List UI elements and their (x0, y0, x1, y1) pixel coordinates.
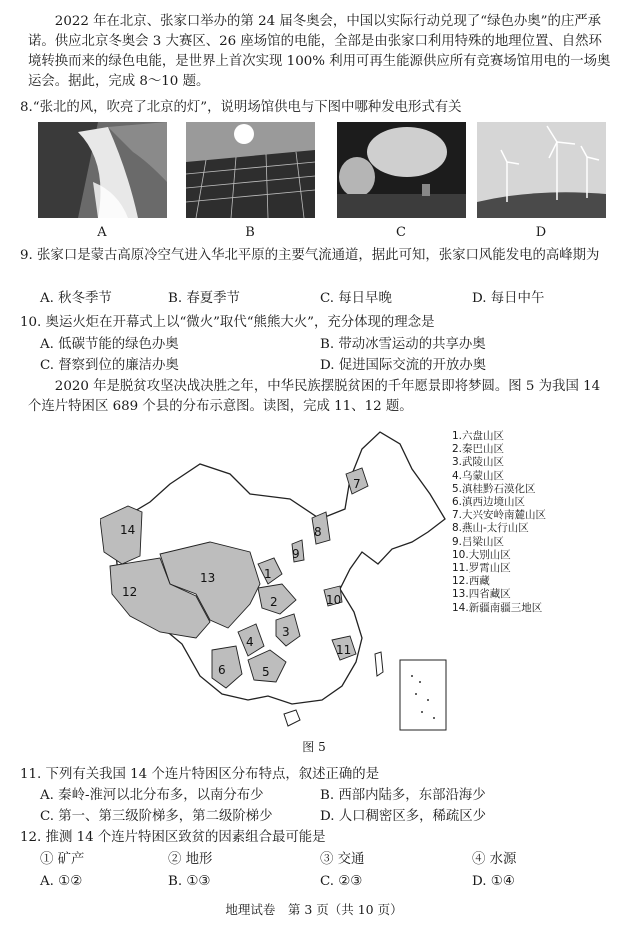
question-11: 11. 下列有关我国 14 个连片特困区分布特点，叙述正确的是 (20, 767, 380, 782)
figure-caption: 图 5 (302, 740, 326, 754)
q12-factors (40, 850, 610, 870)
q12-factor-2: ② 地形 (168, 852, 213, 867)
legend-item: 7.大兴安岭南麓山区 (452, 509, 547, 522)
taiwan-island (375, 652, 383, 676)
q11-option-d: D. 人口稠密区多，稀疏区少 (320, 809, 487, 824)
q12-factor-3: ③ 交通 (320, 852, 365, 867)
map-label-9: 9 (292, 547, 300, 561)
q9-option-b: B. 春夏季节 (168, 291, 240, 306)
q10-options-row1 (40, 335, 610, 355)
legend-item: 10.大别山区 (452, 548, 511, 561)
q11-options-row2 (40, 807, 610, 827)
map-label-4: 4 (246, 635, 254, 649)
question-9: 9. 张家口是蒙古高原冷空气进入华北平原的主要气流通道，据此可知，张家口风能发电的高峰期为 (20, 248, 600, 263)
q10-option-c: C. 督察到位的廉洁办奥 (40, 358, 179, 373)
legend-item: 9.吕梁山区 (452, 535, 505, 548)
legend-item: 5.滇桂黔石漠化区 (452, 482, 536, 495)
legend-item: 6.滇西边境山区 (452, 496, 526, 509)
map-label-8: 8 (314, 525, 322, 539)
q11-option-b: B. 西部内陆多，东部沿海少 (320, 788, 486, 803)
page-footer: 地理试卷 第 3 页（共 10 页） (225, 902, 403, 917)
intro-paragraph-poverty: 2020 年是脱贫攻坚决战决胜之年，中华民族摆脱贫困的千年愿景即将梦圆。图 5 为我国 14 个连片特困区 689 个县的分布示意图。读图，完成 11、12 题。 (28, 379, 601, 414)
map-label-7: 7 (353, 477, 361, 491)
q10-option-d: D. 促进国际交流的开放办奥 (320, 358, 487, 373)
q12-factor-1: ① 矿产 (40, 852, 85, 867)
map-label-10: 10 (326, 593, 342, 607)
legend-item: 1.六盘山区 (452, 430, 505, 442)
question-8: 8.“张北的风，吹亮了北京的灯”，说明场馆供电与下图中哪种发电形式有关 (20, 100, 462, 115)
q9-option-d: D. 每日中午 (472, 291, 545, 306)
legend-item: 3.武陵山区 (452, 456, 505, 469)
photo-label-c: C (396, 225, 406, 240)
photo-label-b: B (245, 225, 255, 240)
legend-item: 12.西藏 (452, 575, 490, 588)
q11-option-a: A. 秦岭-淮河以北分布多，以南分布少 (40, 788, 264, 803)
q12-option-a: A. ①② (40, 874, 83, 889)
legend-item: 8.燕山-太行山区 (452, 522, 529, 535)
q10-options-row2 (40, 356, 610, 376)
question-12: 12. 推测 14 个连片特困区致贫的因素组合最可能是 (20, 830, 326, 845)
q12-option-d: D. ①④ (472, 874, 515, 889)
china-poverty-areas-map (100, 424, 452, 734)
solar-panel-photo (186, 122, 315, 218)
q10-option-b: B. 带动冰雪运动的共享办奥 (320, 337, 486, 352)
geothermal-plant-photo (337, 122, 466, 218)
map-label-13: 13 (200, 571, 216, 585)
south-china-sea-inset (400, 660, 446, 730)
map-label-5: 5 (262, 665, 270, 679)
map-label-12: 12 (122, 585, 138, 599)
map-legend (452, 430, 546, 615)
q12-options (40, 872, 610, 892)
q10-option-a: A. 低碳节能的绿色办奥 (40, 337, 179, 352)
photo-label-d: D (535, 225, 547, 240)
map-label-6: 6 (218, 663, 226, 677)
map-label-1: 1 (264, 567, 272, 581)
legend-item: 2.秦巴山区 (452, 443, 505, 456)
intro-paragraph-olympics: 2022 年在北京、张家口举办的第 24 届冬奥会，中国以实际行动兑现了“绿色办奥”的庄严承诺。供应北京冬奥会 3 大赛区、26 座场馆的电能，全部是由张家口利用特殊的地理位置、自然环境转换而来的绿色电能，是世界上首次实现 100% 利用可再生能源供应所有竞赛场馆用电的一场奥运会。据此，完成 8～10 题。 (28, 14, 611, 89)
q12-option-c: C. ②③ (320, 874, 363, 889)
q11-options-row1 (40, 786, 610, 806)
map-label-2: 2 (270, 595, 278, 609)
legend-item: 11.罗霄山区 (452, 562, 511, 575)
hainan-island (284, 710, 300, 726)
map-label-11: 11 (336, 643, 352, 657)
map-label-14: 14 (120, 523, 136, 537)
q12-option-b: B. ①③ (168, 874, 211, 889)
q9-option-c: C. 每日早晚 (320, 291, 392, 306)
wind-turbine-photo (477, 122, 606, 218)
hydropower-dam-photo (38, 122, 167, 218)
q11-option-c: C. 第一、第三级阶梯多，第二级阶梯少 (40, 809, 273, 824)
q9-options (40, 289, 610, 309)
map-label-3: 3 (282, 625, 290, 639)
q9-option-a: A. 秋冬季节 (40, 291, 112, 306)
legend-item: 13.四省藏区 (452, 588, 511, 601)
legend-item: 4.乌蒙山区 (452, 469, 505, 482)
legend-item: 14.新疆南疆三地区 (452, 601, 543, 614)
q12-factor-4: ④ 水源 (472, 852, 517, 867)
photo-label-a: A (97, 225, 107, 240)
question-10: 10. 奥运火炬在开幕式上以“微火”取代“熊熊大火”，充分体现的理念是 (20, 315, 435, 330)
